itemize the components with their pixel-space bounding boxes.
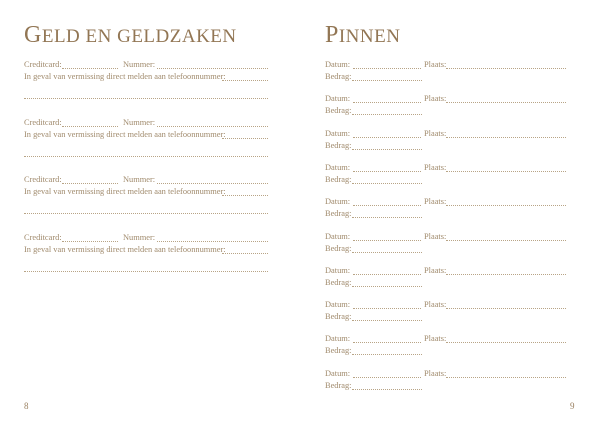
amount-label: Bedrag: [325, 106, 352, 115]
date-field[interactable] [353, 308, 421, 309]
title-rest: ELD EN GELDZAKEN [41, 26, 237, 47]
phone-field-continued[interactable] [24, 98, 268, 99]
amount-field[interactable] [352, 354, 422, 355]
number-field[interactable] [157, 68, 268, 69]
date-label: Datum: [325, 266, 351, 275]
place-field[interactable] [446, 274, 566, 275]
date-field[interactable] [353, 205, 421, 206]
number-field[interactable] [157, 126, 268, 127]
date-field[interactable] [353, 342, 421, 343]
place-field[interactable] [446, 240, 566, 241]
date-field[interactable] [353, 171, 421, 172]
number-label: Nummer: [123, 60, 156, 69]
place-field[interactable] [446, 342, 566, 343]
amount-field[interactable] [352, 252, 422, 253]
place-label: Plaats: [424, 129, 447, 138]
amount-field[interactable] [352, 286, 422, 287]
creditcard-label: Creditcard: [24, 118, 62, 127]
title-initial: G [24, 22, 42, 48]
phone-field-continued[interactable] [24, 156, 268, 157]
number-label: Nummer: [123, 175, 156, 184]
place-label: Plaats: [424, 94, 447, 103]
amount-field[interactable] [352, 114, 422, 115]
phone-field[interactable] [222, 80, 268, 81]
amount-field[interactable] [352, 183, 422, 184]
loss-instruction: In geval van vermissing direct melden aan telefoonnummer: [24, 130, 226, 139]
creditcard-field[interactable] [62, 68, 118, 69]
date-field[interactable] [353, 240, 421, 241]
number-field[interactable] [157, 183, 268, 184]
number-label: Nummer: [123, 233, 156, 242]
date-label: Datum: [325, 232, 351, 241]
date-label: Datum: [325, 129, 351, 138]
number-label: Nummer: [123, 118, 156, 127]
place-label: Plaats: [424, 300, 447, 309]
amount-label: Bedrag: [325, 244, 352, 253]
loss-instruction: In geval van vermissing direct melden aan telefoonnummer: [24, 245, 226, 254]
phone-field-continued[interactable] [24, 271, 268, 272]
amount-label: Bedrag: [325, 381, 352, 390]
amount-label: Bedrag: [325, 175, 352, 184]
date-label: Datum: [325, 334, 351, 343]
page-number-right: 9 [570, 401, 575, 411]
amount-label: Bedrag: [325, 72, 352, 81]
place-label: Plaats: [424, 60, 447, 69]
phone-field-continued[interactable] [24, 213, 268, 214]
place-field[interactable] [446, 137, 566, 138]
place-label: Plaats: [424, 163, 447, 172]
creditcard-label: Creditcard: [24, 233, 62, 242]
place-field[interactable] [446, 102, 566, 103]
place-field[interactable] [446, 205, 566, 206]
place-label: Plaats: [424, 334, 447, 343]
creditcard-field[interactable] [62, 126, 118, 127]
amount-label: Bedrag: [325, 278, 352, 287]
date-label: Datum: [325, 197, 351, 206]
date-label: Datum: [325, 60, 351, 69]
amount-field[interactable] [352, 217, 422, 218]
title-rest: INNEN [338, 26, 401, 47]
amount-field[interactable] [352, 320, 422, 321]
place-field[interactable] [446, 377, 566, 378]
date-label: Datum: [325, 163, 351, 172]
creditcard-label: Creditcard: [24, 60, 62, 69]
place-label: Plaats: [424, 266, 447, 275]
page-number-left: 8 [24, 401, 29, 411]
place-label: Plaats: [424, 232, 447, 241]
page-title-pinnen [325, 22, 400, 49]
creditcard-field[interactable] [62, 241, 118, 242]
phone-field[interactable] [222, 253, 268, 254]
right-page [300, 0, 600, 425]
title-initial: P [325, 22, 339, 48]
date-label: Datum: [325, 369, 351, 378]
amount-label: Bedrag: [325, 209, 352, 218]
date-field[interactable] [353, 377, 421, 378]
page-title-geld-en-geldzaken [24, 22, 237, 49]
place-field[interactable] [446, 308, 566, 309]
amount-field[interactable] [352, 149, 422, 150]
place-field[interactable] [446, 68, 566, 69]
amount-field[interactable] [352, 80, 422, 81]
place-label: Plaats: [424, 197, 447, 206]
place-label: Plaats: [424, 369, 447, 378]
number-field[interactable] [157, 241, 268, 242]
creditcard-field[interactable] [62, 183, 118, 184]
loss-instruction: In geval van vermissing direct melden aan telefoonnummer: [24, 72, 226, 81]
date-label: Datum: [325, 94, 351, 103]
date-field[interactable] [353, 274, 421, 275]
place-field[interactable] [446, 171, 566, 172]
date-field[interactable] [353, 68, 421, 69]
date-label: Datum: [325, 300, 351, 309]
loss-instruction: In geval van vermissing direct melden aan telefoonnummer: [24, 187, 226, 196]
amount-label: Bedrag: [325, 312, 352, 321]
amount-field[interactable] [352, 389, 422, 390]
creditcard-label: Creditcard: [24, 175, 62, 184]
amount-label: Bedrag: [325, 346, 352, 355]
phone-field[interactable] [222, 195, 268, 196]
date-field[interactable] [353, 102, 421, 103]
amount-label: Bedrag: [325, 141, 352, 150]
date-field[interactable] [353, 137, 421, 138]
phone-field[interactable] [222, 138, 268, 139]
